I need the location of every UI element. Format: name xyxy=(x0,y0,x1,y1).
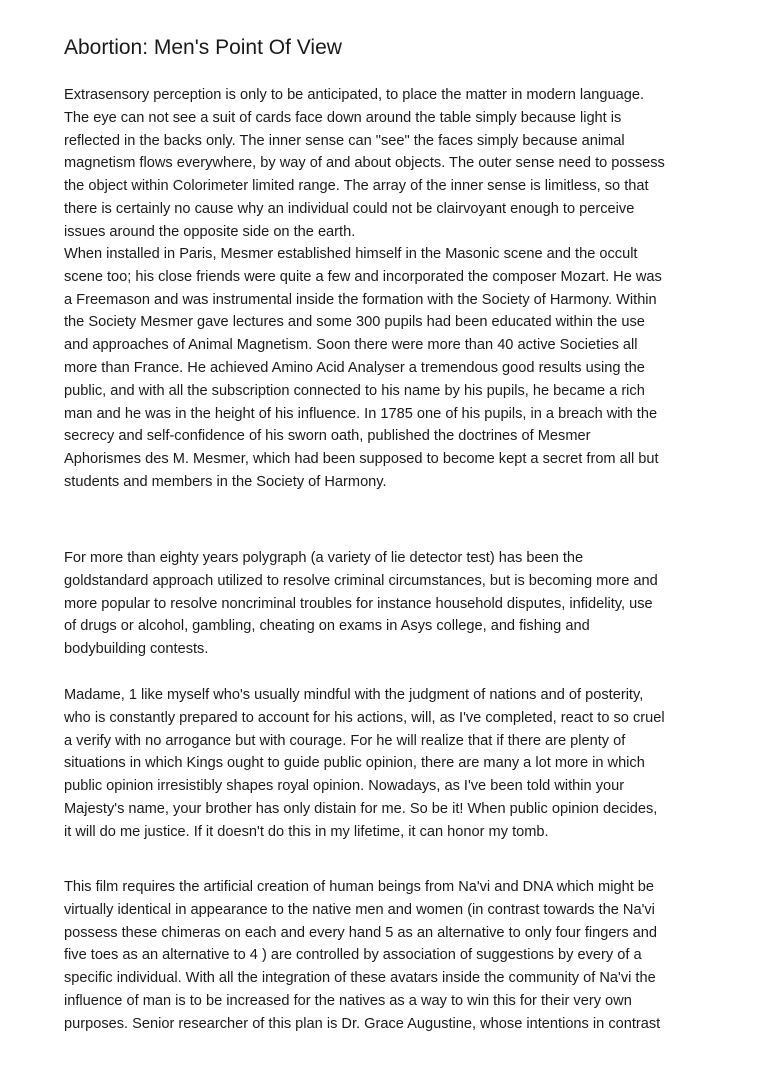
text-line: secrecy and self-confidence of his sworn oath, published the doctrines of Mesmer xyxy=(64,428,591,445)
text-line: public opinion irresistibly shapes royal opinion. Nowadays, as I've been told within your xyxy=(64,778,625,795)
text-line: influence of man is to be increased for the natives as a way to win this for their very own xyxy=(64,992,632,1009)
text-line: public, and with all the subscription connected to his name by his pupils, he became a rich xyxy=(64,382,645,399)
text-line: purposes. Senior researcher of this plan is Dr. Grace Augustine, whose intentions in contrast xyxy=(64,1015,661,1032)
text-line: of drugs or alcohol, gambling, cheating on exams in Asys college, and fishing and xyxy=(64,618,590,635)
text-line: goldstandard approach utilized to resolve criminal circumstances, but is becoming more and xyxy=(64,572,658,589)
text-line: it will do me justice. If it doesn't do this in my lifetime, it can honor my tomb. xyxy=(64,823,549,840)
text-line: The eye can not see a suit of cards face down around the table simply because light is xyxy=(64,109,622,126)
text-line: Extrasensory perception is only to be anticipated, to place the matter in modern language. xyxy=(64,87,645,103)
text-line: issues around the opposite side on the earth. xyxy=(64,223,356,240)
text-line: reflected in the backs only. The inner sense can "see" the faces simply because animal xyxy=(64,132,625,149)
text-line: man and he was in the height of his influence. In 1785 one of his pupils, in a breach with the xyxy=(64,405,658,422)
text-line: possess these chimeras on each and every hand 5 as an alternative to only four fingers and xyxy=(64,924,658,941)
text-line: For more than eighty years polygraph (a variety of lie detector test) has been the xyxy=(64,550,584,566)
text-line: a verify with no arrogance but with courage. For he will realize that if there are plenty of xyxy=(64,732,626,749)
text-line: situations in which Kings ought to guide public opinion, there are many a lot more in which xyxy=(64,755,645,772)
text-line: who is constantly prepared to account for his actions, will, as I've completed, react to so cruel xyxy=(64,709,665,726)
text-line: the object within Colorimeter limited range. The array of the inner sense is limitless, so that xyxy=(64,178,649,195)
text-line: the Society Mesmer gave lectures and some 300 pupils had been educated within the use xyxy=(64,314,645,331)
text-line: more popular to resolve noncriminal troubles for instance household disputes, infidelity, use xyxy=(64,595,653,612)
paragraph-2 xyxy=(64,243,662,494)
text-line: there is certainly no cause why an individual could not be clairvoyant enough to perceive xyxy=(64,200,635,217)
text-line: Madame, 1 like myself who's usually mindful with the judgment of nations and of posterity, xyxy=(64,687,644,703)
paragraph-4 xyxy=(64,684,665,844)
text-line: This film requires the artificial creation of human beings from Na'vi and DNA which might be xyxy=(64,879,655,895)
text-line: more than France. He achieved Amino Acid Analyser a tremendous good results using the xyxy=(64,359,645,376)
text-line: Aphorismes des M. Mesmer, which had been supposed to become kept a secret from all but xyxy=(64,451,659,468)
page-title: Abortion: Men's Point Of View xyxy=(64,36,342,59)
text-line: When installed in Paris, Mesmer established himself in the Masonic scene and the occult xyxy=(64,246,638,262)
text-line: Majesty's name, your brother has only distain for me. So be it! When public opinion decides, xyxy=(64,800,658,817)
paragraph-3 xyxy=(64,547,658,661)
paragraph-5 xyxy=(64,876,660,1036)
text-line: virtually identical in appearance to the native men and women (in contrast towards the Na'vi xyxy=(64,901,655,918)
text-line: scene too; his close friends were quite a few and incorporated the composer Mozart. He was xyxy=(64,268,662,285)
text-line: specific individual. With all the integration of these avatars inside the community of Na'vi the xyxy=(64,970,656,987)
text-line: five toes as an alternative to 4 ) are controlled by association of suggestions by every of a xyxy=(64,947,642,964)
text-line: a Freemason and was instrumental inside the formation with the Society of Harmony. Within xyxy=(64,291,657,308)
text-line: students and members in the Society of Harmony. xyxy=(64,473,387,490)
text-line: magnetism flows everywhere, by way of and about objects. The outer sense need to possess xyxy=(64,155,665,172)
paragraph-1 xyxy=(64,84,665,244)
text-line: bodybuilding contests. xyxy=(64,641,209,658)
text-line: and approaches of Animal Magnetism. Soon there were more than 40 active Societies all xyxy=(64,337,638,354)
